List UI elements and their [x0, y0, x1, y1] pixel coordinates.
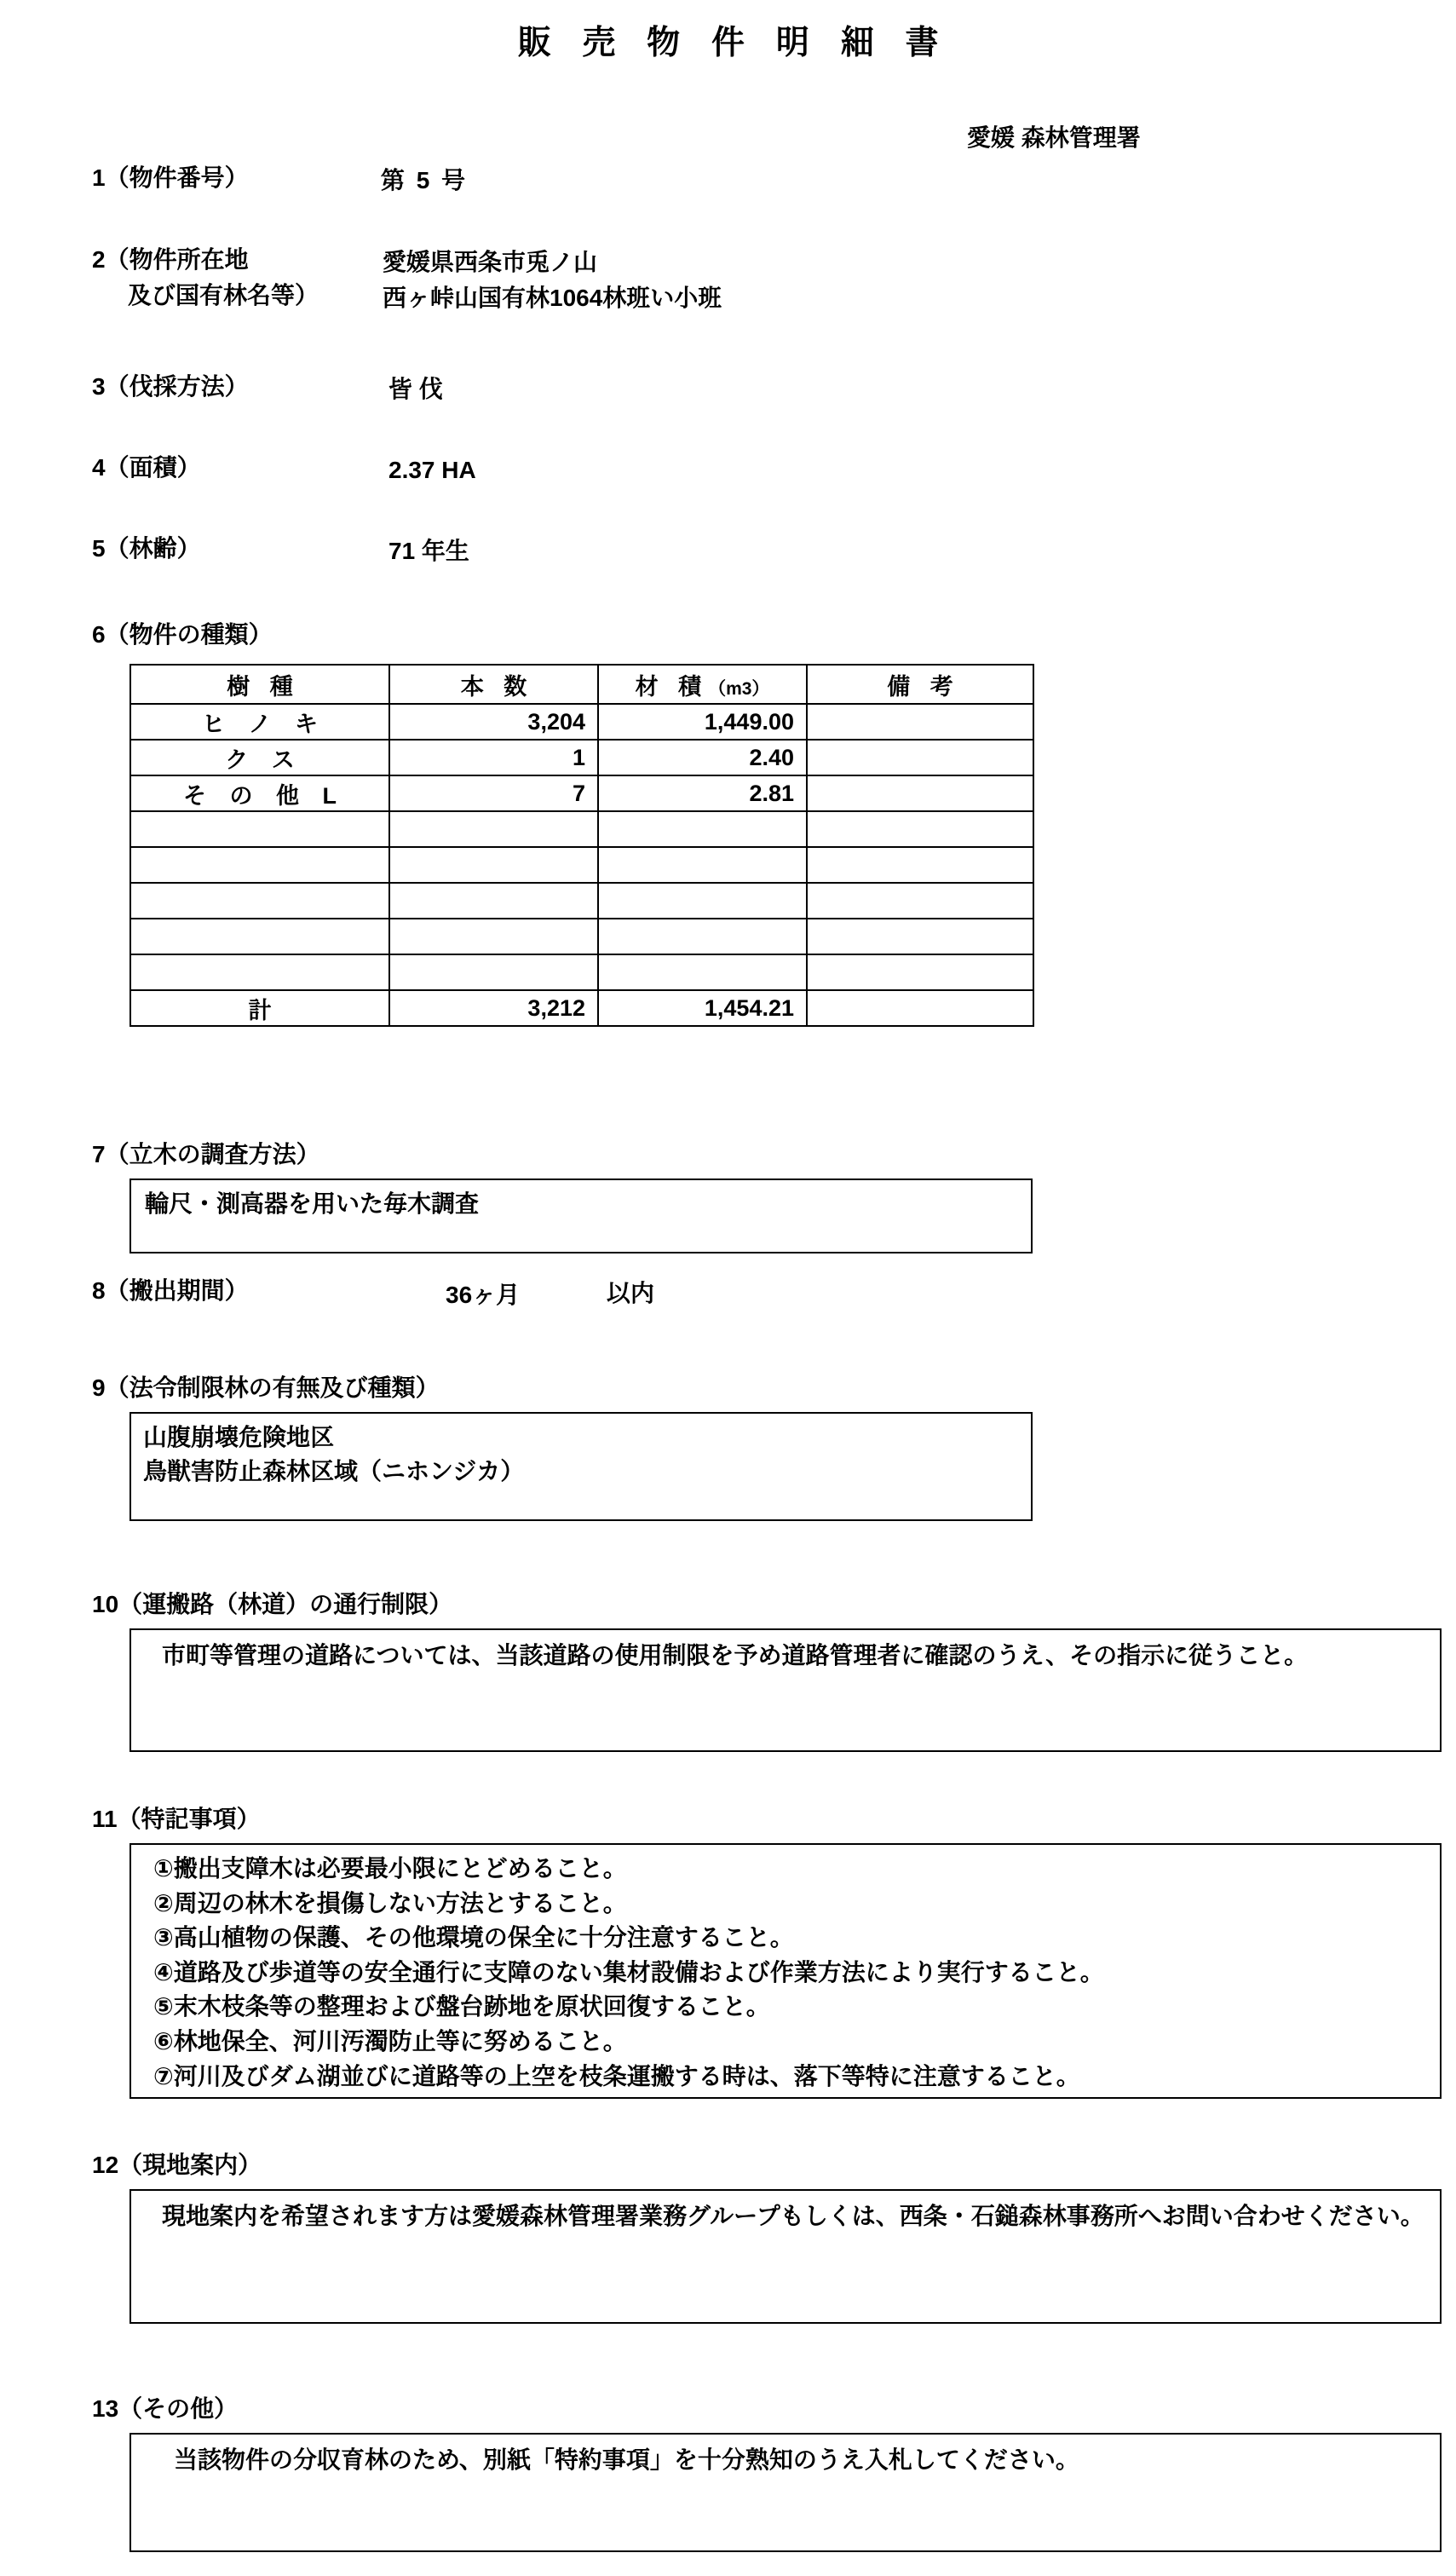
table-row — [130, 704, 1033, 740]
column-header-species: 樹 種 — [130, 665, 389, 704]
field-1-value: 第 5 号 — [381, 167, 469, 193]
field-1-label: 1（物件番号） — [92, 164, 249, 191]
field-9-line-2: 鳥獣害防止森林区域（ニホンジカ） — [143, 1458, 525, 1485]
cell-species: ク ス — [130, 740, 389, 775]
field-11-item-6: ⑥林地保全、河川汚濁防止等に努めること。 — [153, 2027, 627, 2054]
field-4-label: 4（面積） — [92, 454, 201, 481]
field-5-value: 71 年生 — [388, 538, 469, 564]
cell-volume — [598, 919, 807, 954]
cell-note — [807, 704, 1033, 740]
field-11-item-4: ④道路及び歩道等の安全通行に支障のない集材設備および作業方法により実行すること。 — [153, 1958, 1104, 1985]
cell-volume: 2.40 — [598, 740, 807, 775]
cell-species — [130, 954, 389, 990]
cell-volume — [598, 883, 807, 919]
field-13-body: 当該物件の分収育林のため、別紙「特約事項」を十分熟知のうえ入札してください。 — [174, 2446, 1079, 2473]
column-header-count: 本 数 — [389, 665, 598, 704]
column-header-volume-unit: （m3） — [708, 678, 770, 699]
field-2-value-line2: 西ヶ峠山国有林1064林班い小班 — [383, 285, 722, 311]
column-header-note: 備 考 — [807, 665, 1033, 704]
field-13-label: 13（その他） — [92, 2395, 239, 2422]
field-11-label: 11（特記事項） — [92, 1806, 261, 1832]
field-11-item-7: ⑦河川及びダム湖並びに道路等の上空を枝条運搬する時は、落下等特に注意すること。 — [153, 2062, 1080, 2089]
cell-note — [807, 775, 1033, 811]
field-2-label-line1: 2（物件所在地 — [92, 246, 249, 273]
cell-note — [807, 883, 1033, 919]
field-5-label: 5（林齢） — [92, 535, 201, 562]
field-12-body: 現地案内を希望されます方は愛媛森林管理署業務グループもしくは、西条・石鎚森林事務所へお問い合わせください。 — [162, 2203, 1424, 2229]
field-12-label: 12（現地案内） — [92, 2152, 262, 2178]
field-2-value-line1: 愛媛県西条市兎ノ山 — [383, 249, 598, 275]
field-11-item-1: ①搬出支障木は必要最小限にとどめること。 — [153, 1855, 627, 1882]
cell-volume: 1,449.00 — [598, 704, 807, 740]
cell-volume — [598, 954, 807, 990]
cell-species — [130, 883, 389, 919]
column-header-volume — [598, 665, 807, 704]
field-11-item-5: ⑤末木枝条等の整理および盤台跡地を原状回復すること。 — [153, 1993, 770, 2020]
field-3-value: 皆 伐 — [388, 376, 443, 402]
field-9-label: 9（法令制限林の有無及び種類） — [92, 1374, 440, 1401]
table-header-row — [130, 665, 1033, 704]
cell-species — [130, 919, 389, 954]
field-8-suffix: 以内 — [607, 1280, 655, 1306]
field-11-item-2: ②周辺の林木を損傷しない方法とすること。 — [153, 1889, 627, 1916]
cell-note — [807, 847, 1033, 883]
table-row — [130, 847, 1033, 883]
cell-species — [130, 847, 389, 883]
field-9-line-1: 山腹崩壊危険地区 — [143, 1424, 335, 1450]
field-6-label: 6（物件の種類） — [92, 621, 273, 648]
table-row — [130, 775, 1033, 811]
field-10-box — [129, 1628, 1442, 1752]
cell-volume — [598, 811, 807, 847]
table-row — [130, 811, 1033, 847]
cell-note — [807, 919, 1033, 954]
cell-volume: 2.81 — [598, 775, 807, 811]
cell-count — [389, 919, 598, 954]
field-13-box — [129, 2433, 1442, 2552]
field-10-label: 10（運搬路（林道）の通行制限） — [92, 1591, 453, 1617]
cell-total-count: 3,212 — [389, 990, 598, 1026]
field-12-box — [129, 2189, 1442, 2324]
cell-total-label: 計 — [130, 990, 389, 1026]
species-table — [129, 664, 1034, 1027]
field-8-label: 8（搬出期間） — [92, 1277, 249, 1304]
table-row — [130, 740, 1033, 775]
field-7-box — [129, 1179, 1033, 1253]
page-title: 販 売 物 件 明 細 書 — [517, 25, 950, 61]
issuing-agency: 愛媛 森林管理署 — [967, 124, 1141, 151]
cell-note — [807, 811, 1033, 847]
cell-species — [130, 811, 389, 847]
cell-species: そ の 他 L — [130, 775, 389, 811]
table-row — [130, 919, 1033, 954]
cell-species: ヒ ノ キ — [130, 704, 389, 740]
column-header-volume-text: 材 積 — [635, 673, 709, 700]
field-11-item-3: ③高山植物の保護、その他環境の保全に十分注意すること。 — [153, 1924, 794, 1951]
table-row — [130, 883, 1033, 919]
cell-count — [389, 847, 598, 883]
field-11-box — [129, 1843, 1442, 2099]
field-2-label-line2: 及び国有林名等） — [128, 282, 319, 308]
cell-note — [807, 740, 1033, 775]
cell-count: 3,204 — [389, 704, 598, 740]
cell-count: 7 — [389, 775, 598, 811]
cell-total-note — [807, 990, 1033, 1026]
cell-count: 1 — [389, 740, 598, 775]
cell-volume — [598, 847, 807, 883]
field-3-label: 3（伐採方法） — [92, 373, 249, 400]
table-total-row — [130, 990, 1033, 1026]
cell-count — [389, 883, 598, 919]
field-9-box — [129, 1412, 1033, 1521]
field-7-label: 7（立木の調査方法） — [92, 1141, 320, 1167]
field-8-value: 36ヶ月 — [446, 1282, 521, 1308]
field-10-body: 市町等管理の道路については、当該道路の使用制限を予め道路管理者に確認のうえ、その指示に従うこと。 — [162, 1642, 1309, 1668]
cell-note — [807, 954, 1033, 990]
field-4-value: 2.37 HA — [388, 457, 476, 483]
cell-total-volume: 1,454.21 — [598, 990, 807, 1026]
field-7-body: 輪尺・測高器を用いた毎木調査 — [145, 1190, 480, 1217]
table-row — [130, 954, 1033, 990]
cell-count — [389, 954, 598, 990]
cell-count — [389, 811, 598, 847]
